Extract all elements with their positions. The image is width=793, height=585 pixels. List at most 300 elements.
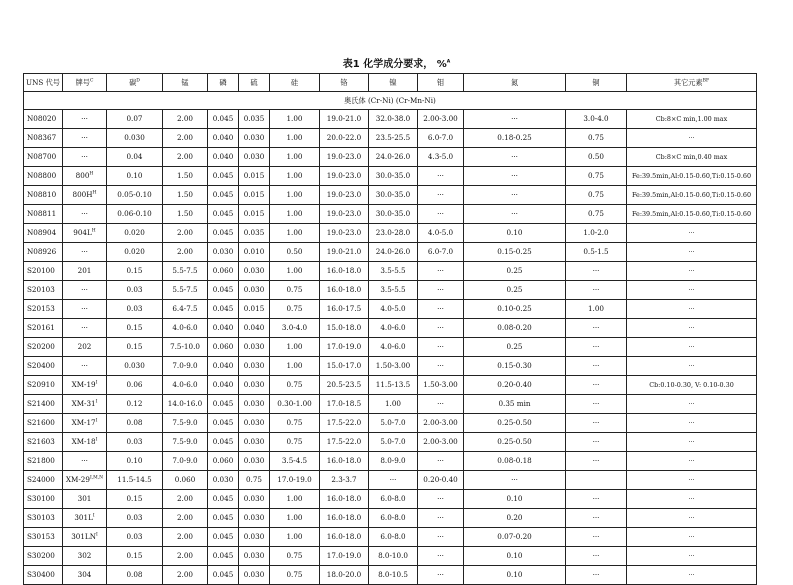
cell-grade — [63, 376, 107, 395]
table-row — [24, 186, 757, 205]
cell-cu — [566, 357, 627, 376]
cell-grade-value: ··· — [81, 456, 88, 466]
cell-mn — [163, 490, 208, 509]
table-row — [24, 224, 757, 243]
cell-p — [208, 262, 239, 281]
cell-other-value: ··· — [688, 551, 695, 560]
cell-other-value: ··· — [688, 323, 695, 332]
cell-p — [208, 186, 239, 205]
cell-cr-value: 16.0-18.0 — [326, 532, 362, 542]
cell-n-value: ··· — [511, 152, 518, 162]
cell-cr-value: 17.0-18.5 — [326, 399, 362, 409]
cell-cu-value: ··· — [592, 456, 600, 466]
cell-s-value: 0.030 — [243, 437, 265, 447]
cell-other — [627, 148, 757, 167]
cell-n — [464, 433, 566, 452]
cell-uns-value: S20153 — [27, 304, 55, 314]
cell-other — [627, 566, 757, 585]
column-header — [270, 74, 320, 92]
cell-cr-value: 15.0-18.0 — [326, 323, 362, 333]
group-row — [24, 92, 757, 110]
cell-mo — [418, 224, 464, 243]
cell-ni — [369, 509, 418, 528]
grade-footnote: I,M,N — [89, 476, 104, 481]
cell-si — [270, 376, 320, 395]
table-row — [24, 528, 757, 547]
cell-si — [270, 452, 320, 471]
cell-p — [208, 110, 239, 129]
cell-mn-value: 2.00 — [176, 513, 193, 523]
cell-n-value: 0.08-0.20 — [497, 323, 532, 333]
cell-mo-value: ··· — [437, 342, 444, 352]
cell-mn — [163, 528, 208, 547]
cell-mn-value: 2.00 — [176, 228, 193, 238]
cell-mo-value: ··· — [437, 361, 444, 371]
cell-uns-value: S21400 — [27, 399, 55, 409]
cell-n-value: 0.25 — [506, 285, 523, 295]
cell-c — [107, 262, 163, 281]
cell-uns-value: S30400 — [27, 570, 55, 580]
table-row — [24, 148, 757, 167]
cell-other-value: ··· — [688, 456, 695, 465]
table-row — [24, 452, 757, 471]
cell-cr — [320, 566, 369, 585]
cell-uns — [24, 414, 63, 433]
cell-s-value: 0.040 — [243, 323, 265, 333]
cell-other — [627, 205, 757, 224]
cell-uns — [24, 281, 63, 300]
cell-mo-value: ··· — [437, 190, 444, 200]
cell-other-value: ··· — [688, 285, 695, 294]
grade-footnote: I — [95, 419, 98, 424]
cell-n-value: 0.20 — [506, 513, 523, 523]
cell-other — [627, 243, 757, 262]
cell-p — [208, 205, 239, 224]
cell-ni — [369, 395, 418, 414]
cell-ni — [369, 490, 418, 509]
cell-c — [107, 110, 163, 129]
cell-c-value: 0.06-0.10 — [117, 209, 152, 219]
cell-mn — [163, 414, 208, 433]
table-row — [24, 395, 757, 414]
cell-other — [627, 452, 757, 471]
cell-grade-value: 301 — [77, 494, 92, 504]
column-header-label: 碳 — [129, 77, 137, 87]
cell-uns — [24, 452, 63, 471]
cell-mo — [418, 110, 464, 129]
cell-ni — [369, 357, 418, 376]
cell-grade-value: 800H — [72, 190, 93, 200]
cell-p — [208, 148, 239, 167]
cell-si — [270, 509, 320, 528]
cell-grade — [63, 319, 107, 338]
cell-c-value: 0.12 — [126, 399, 143, 409]
cell-c-value: 0.03 — [126, 532, 143, 542]
cell-cu — [566, 338, 627, 357]
cell-p — [208, 528, 239, 547]
cell-c — [107, 566, 163, 585]
cell-n — [464, 148, 566, 167]
cell-n-value: ··· — [511, 475, 518, 485]
cell-cr-value: 16.0-18.0 — [326, 513, 362, 523]
column-header — [107, 74, 163, 92]
cell-uns-value: S20910 — [27, 380, 55, 390]
cell-cr-value: 17.5-22.0 — [326, 437, 362, 447]
cell-ni — [369, 319, 418, 338]
cell-cu — [566, 490, 627, 509]
cell-grade — [63, 566, 107, 585]
cell-n-value: 0.10-0.25 — [497, 304, 532, 314]
cell-grade — [63, 395, 107, 414]
cell-uns — [24, 243, 63, 262]
cell-mn — [163, 471, 208, 490]
cell-uns-value: N08926 — [27, 247, 57, 257]
cell-cu — [566, 452, 627, 471]
table-row — [24, 262, 757, 281]
cell-p-value: 0.040 — [212, 380, 234, 390]
cell-s — [239, 376, 270, 395]
cell-grade — [63, 129, 107, 148]
cell-mo-value: ··· — [437, 551, 444, 561]
cell-s — [239, 300, 270, 319]
cell-c — [107, 148, 163, 167]
cell-si-value: 0.75 — [286, 437, 303, 447]
cell-p — [208, 566, 239, 585]
cell-p — [208, 338, 239, 357]
cell-c-value: 0.06 — [126, 380, 143, 390]
cell-other — [627, 376, 757, 395]
cell-n — [464, 262, 566, 281]
cell-mn — [163, 186, 208, 205]
cell-ni-value: 11.5-13.5 — [375, 380, 411, 390]
cell-s — [239, 243, 270, 262]
cell-ni-value: 3.5-5.5 — [380, 266, 406, 276]
cell-mn — [163, 566, 208, 585]
cell-n — [464, 471, 566, 490]
cell-uns-value: S30153 — [27, 532, 55, 542]
cell-si — [270, 129, 320, 148]
cell-mn — [163, 357, 208, 376]
cell-mo-value: ··· — [437, 570, 444, 580]
cell-si-value: 1.00 — [286, 494, 303, 504]
cell-p — [208, 490, 239, 509]
column-header — [418, 74, 464, 92]
cell-c — [107, 528, 163, 547]
cell-mn — [163, 547, 208, 566]
cell-grade — [63, 528, 107, 547]
cell-ni — [369, 452, 418, 471]
cell-cr-value: 19.0-23.0 — [326, 209, 362, 219]
cell-cu — [566, 376, 627, 395]
cell-s — [239, 129, 270, 148]
cell-c — [107, 129, 163, 148]
cell-cu — [566, 414, 627, 433]
cell-n-value: ··· — [511, 190, 518, 200]
cell-si — [270, 281, 320, 300]
cell-ni-value: 5.0-7.0 — [380, 418, 406, 428]
cell-n-value: 0.20-0.40 — [497, 380, 532, 390]
cell-cu-value: 0.75 — [587, 209, 604, 219]
cell-uns-value: N08367 — [27, 133, 57, 143]
cell-cu-value: ··· — [592, 570, 600, 580]
cell-p — [208, 376, 239, 395]
cell-uns — [24, 357, 63, 376]
column-header-label: 铬 — [340, 77, 348, 87]
cell-mn-value: 4.0-6.0 — [172, 380, 198, 390]
cell-cr-value: 17.0-19.0 — [326, 551, 362, 561]
cell-c-value: 0.08 — [126, 570, 143, 580]
cell-s-value: 0.010 — [243, 247, 265, 257]
cell-mn — [163, 224, 208, 243]
cell-n-value: 0.25-0.50 — [497, 418, 532, 428]
cell-si-value: 1.00 — [286, 513, 303, 523]
cell-uns-value: S20200 — [27, 342, 55, 352]
cell-mn-value: 5.5-7.5 — [172, 285, 198, 295]
cell-p-value: 0.045 — [212, 190, 234, 200]
cell-mo-value: ··· — [437, 456, 444, 466]
cell-p — [208, 471, 239, 490]
cell-s-value: 0.030 — [243, 494, 265, 504]
cell-c-value: 0.020 — [124, 247, 145, 257]
cell-mo — [418, 357, 464, 376]
cell-s — [239, 167, 270, 186]
cell-grade-value: XM-19 — [71, 380, 96, 390]
cell-cu — [566, 528, 627, 547]
cell-mn — [163, 338, 208, 357]
cell-si — [270, 262, 320, 281]
cell-si-value: 1.00 — [286, 133, 303, 143]
cell-mn — [163, 205, 208, 224]
cell-s-value: 0.030 — [243, 532, 265, 542]
cell-uns-value: S30100 — [27, 494, 55, 504]
cell-c-value: 0.15 — [126, 551, 143, 561]
cell-cu — [566, 509, 627, 528]
cell-mn-value: 2.00 — [176, 247, 193, 257]
cell-other — [627, 319, 757, 338]
cell-s-value: 0.035 — [243, 114, 265, 124]
column-header-label: 锰 — [181, 77, 189, 87]
cell-s — [239, 547, 270, 566]
cell-n — [464, 224, 566, 243]
cell-cr — [320, 528, 369, 547]
cell-mo — [418, 547, 464, 566]
cell-c-value: 0.03 — [126, 304, 143, 314]
cell-mo — [418, 395, 464, 414]
cell-other-value: ··· — [688, 304, 695, 313]
cell-cu-value: ··· — [592, 380, 600, 390]
cell-mo-value: 0.20-0.40 — [423, 475, 458, 485]
cell-mo-value: ··· — [437, 494, 444, 504]
cell-cu — [566, 243, 627, 262]
cell-uns — [24, 566, 63, 585]
cell-other — [627, 186, 757, 205]
cell-cr-value: 16.0-18.0 — [326, 285, 362, 295]
cell-si — [270, 319, 320, 338]
cell-mo — [418, 129, 464, 148]
cell-si — [270, 566, 320, 585]
cell-si — [270, 547, 320, 566]
cell-grade — [63, 224, 107, 243]
column-header — [163, 74, 208, 92]
cell-c — [107, 395, 163, 414]
cell-n — [464, 243, 566, 262]
cell-n — [464, 395, 566, 414]
grade-footnote: H — [92, 191, 97, 196]
cell-other — [627, 357, 757, 376]
cell-cu-value: ··· — [592, 494, 600, 504]
cell-uns — [24, 148, 63, 167]
cell-si — [270, 528, 320, 547]
column-header — [24, 74, 63, 92]
cell-ni-value: ··· — [389, 475, 397, 485]
cell-cu — [566, 262, 627, 281]
cell-other — [627, 167, 757, 186]
cell-cu-value: 0.75 — [587, 133, 604, 143]
cell-s — [239, 224, 270, 243]
cell-cr — [320, 224, 369, 243]
table-row — [24, 129, 757, 148]
cell-mo — [418, 528, 464, 547]
cell-cr — [320, 319, 369, 338]
cell-grade — [63, 490, 107, 509]
cell-si-value: 0.75 — [286, 570, 303, 580]
cell-s-value: 0.030 — [243, 380, 265, 390]
cell-si-value: 1.00 — [286, 152, 303, 162]
cell-uns — [24, 205, 63, 224]
column-header — [320, 74, 369, 92]
cell-p — [208, 547, 239, 566]
cell-other-value: Fe:39.5min,Al:0.15-0.60,Ti:0.15-0.60 — [631, 171, 752, 180]
cell-mn-value: 2.00 — [176, 551, 193, 561]
cell-cu-value: 0.75 — [587, 171, 604, 181]
cell-cu-value: 3.0-4.0 — [583, 114, 609, 124]
cell-cu-value: 0.50 — [587, 152, 604, 162]
cell-si — [270, 300, 320, 319]
column-header-label: 钼 — [436, 77, 445, 87]
cell-cu — [566, 129, 627, 148]
cell-c — [107, 490, 163, 509]
cell-n-value: ··· — [511, 171, 518, 181]
cell-other — [627, 490, 757, 509]
column-header-label: 硫 — [250, 77, 258, 87]
cell-c-value: 0.07 — [126, 114, 143, 124]
cell-mo — [418, 471, 464, 490]
cell-ni — [369, 186, 418, 205]
cell-ni-value: 1.00 — [384, 399, 401, 409]
cell-cu-value: 1.00 — [587, 304, 604, 314]
cell-si-value: 17.0-19.0 — [277, 475, 312, 485]
cell-n-value: 0.10 — [506, 228, 523, 238]
cell-p-value: 0.045 — [212, 437, 234, 447]
cell-mn-value: 2.00 — [176, 133, 193, 143]
cell-cu-value: ··· — [592, 532, 600, 542]
cell-ni — [369, 414, 418, 433]
cell-c — [107, 471, 163, 490]
cell-ni-value: 23.0-28.0 — [375, 228, 411, 238]
cell-s-value: 0.015 — [243, 190, 265, 200]
cell-cr-value: 2.3-3.7 — [331, 475, 357, 485]
cell-s — [239, 262, 270, 281]
cell-grade — [63, 452, 107, 471]
cell-mn — [163, 129, 208, 148]
table-row — [24, 433, 757, 452]
group-label: 奥氏体 (Cr-Ni) (Cr-Mn-Ni) — [24, 92, 757, 110]
cell-s — [239, 110, 270, 129]
cell-grade-value: 904L — [73, 228, 92, 238]
cell-mo — [418, 300, 464, 319]
cell-other — [627, 471, 757, 490]
column-header — [627, 74, 757, 92]
cell-cr — [320, 129, 369, 148]
cell-grade — [63, 357, 107, 376]
cell-c-value: 0.03 — [126, 437, 143, 447]
cell-p — [208, 452, 239, 471]
cell-other — [627, 129, 757, 148]
cell-p-value: 0.045 — [212, 285, 234, 295]
cell-mn — [163, 433, 208, 452]
cell-n — [464, 490, 566, 509]
cell-n-value: 0.18-0.25 — [497, 133, 532, 143]
cell-cu — [566, 547, 627, 566]
cell-mo-value: 2.00-3.00 — [423, 418, 458, 428]
cell-si — [270, 395, 320, 414]
cell-s — [239, 528, 270, 547]
cell-mo — [418, 243, 464, 262]
cell-uns — [24, 319, 63, 338]
table-row — [24, 300, 757, 319]
cell-ni-value: 8.0-9.0 — [380, 456, 406, 466]
cell-cr-value: 19.0-21.0 — [326, 114, 362, 124]
cell-cu-value: ··· — [592, 342, 600, 352]
cell-c-value: 0.030 — [124, 133, 145, 143]
table-row — [24, 566, 757, 585]
cell-mn-value: 1.50 — [176, 190, 193, 200]
cell-cr — [320, 262, 369, 281]
cell-mo-value: 4.0-5.0 — [427, 228, 454, 238]
cell-other-value: ··· — [688, 418, 695, 427]
cell-mn-value: 7.5-10.0 — [170, 342, 200, 352]
cell-c — [107, 433, 163, 452]
cell-cu-value: ··· — [592, 513, 600, 523]
cell-c-value: 0.15 — [126, 266, 143, 276]
cell-n-value: 0.25 — [506, 266, 523, 276]
cell-cr — [320, 110, 369, 129]
table-row — [24, 471, 757, 490]
cell-s — [239, 490, 270, 509]
cell-mn-value: 5.5-7.5 — [172, 266, 198, 276]
cell-uns-value: S21600 — [27, 418, 55, 428]
cell-cr — [320, 167, 369, 186]
cell-s-value: 0.015 — [243, 209, 265, 219]
cell-si-value: 1.00 — [286, 228, 303, 238]
cell-cr-value: 16.0-17.5 — [326, 304, 362, 314]
cell-grade-value: XM-18 — [71, 437, 96, 447]
cell-mo — [418, 566, 464, 585]
cell-c-value: 0.08 — [126, 418, 143, 428]
column-header — [566, 74, 627, 92]
cell-ni-value: 30.0-35.0 — [375, 209, 411, 219]
column-header-label: 镍 — [389, 77, 397, 87]
cell-mo-value: ··· — [437, 285, 444, 295]
cell-ni-value: 8.0-10.0 — [378, 551, 408, 561]
cell-cr-value: 19.0-23.0 — [326, 171, 362, 181]
cell-cr — [320, 376, 369, 395]
cell-n — [464, 509, 566, 528]
cell-ni-value: 4.0-6.0 — [380, 342, 406, 352]
cell-other-value: Cb:8×C min,0.40 max — [655, 152, 728, 161]
table-row — [24, 110, 757, 129]
cell-s-value: 0.035 — [243, 228, 265, 238]
